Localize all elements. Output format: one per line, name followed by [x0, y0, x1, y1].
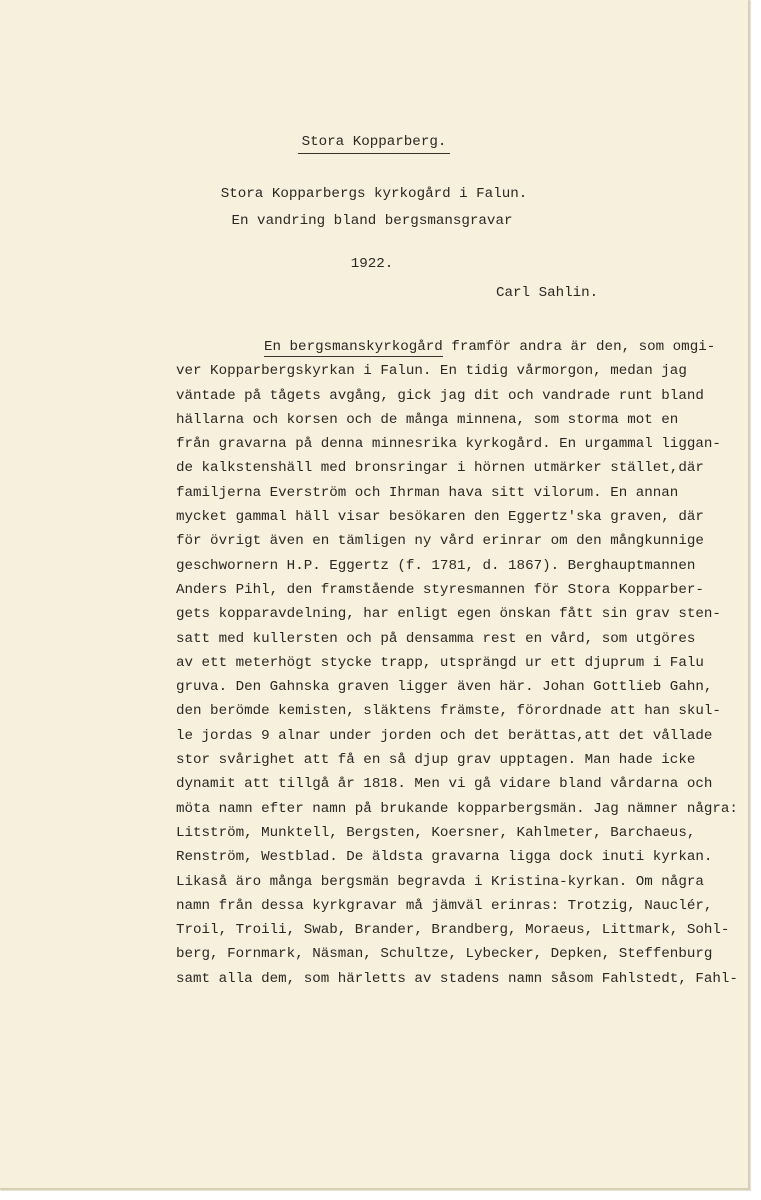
text-line: Anders Pihl, den framstående styresmannen för Stora Kopparber- — [176, 581, 704, 598]
year-line: 1922. — [350, 256, 394, 272]
text-line: för övrigt även en tämligen ny vård erinrar om den mångkunnige — [176, 533, 704, 550]
text-line: Litström, Munktell, Bergsten, Koersner, Kahlmeter, Barchaeus, — [176, 824, 696, 841]
text-line: den berömde kemisten, släktens främste, förordnade att han skul- — [176, 703, 721, 720]
text-line: namn från dessa kyrkgravar må jämväl erinras: Trotzig, Nauclér, — [176, 897, 713, 914]
text-line: familjerna Everström och Ihrman hava sitt vilorum. En annan — [176, 484, 679, 501]
text-line: geschwornern H.P. Eggertz (f. 1781, d. 1867). Berghauptmannen — [176, 557, 696, 574]
text-line: mycket gammal häll visar besökaren den Eggertz'ska graven, där — [176, 509, 704, 526]
text-line: av ett meterhögt stycke trapp, utsprängd ur ett djuprum i Falu — [176, 654, 704, 671]
text-line: Renström, Westblad. De äldsta gravarna ligga dock inuti kyrkan. — [176, 849, 713, 866]
heading-text: Stora Kopparberg. — [298, 134, 451, 154]
text-line: berg, Fornmark, Näsman, Schultze, Lybecker, Depken, Steffenburg — [176, 946, 713, 963]
text-line: väntade på tågets avgång, gick jag dit och vandrade runt bland — [176, 387, 704, 404]
first-line — [264, 335, 716, 359]
body-text — [176, 335, 738, 991]
text-line: samt alla dem, som härletts av stadens namn såsom Fahlstedt, Fahl- — [176, 970, 738, 987]
text-line: de kalkstenshäll med bronsringar i hörnen utmärker stället,där — [176, 460, 704, 477]
text-line: från gravarna på denna minnesrika kyrkogård. En urgammal liggan- — [176, 436, 721, 453]
subtitle-line-2: En vandring bland bergsmansgravar — [231, 213, 513, 229]
text-line: möta namn efter namn på brukande kopparbergsmän. Jag nämner några: — [176, 800, 738, 817]
page-heading — [0, 132, 748, 150]
text-line: Likaså äro många bergsmän begravda i Kristina-kyrkan. Om några — [176, 873, 704, 890]
text-line: hällarna och korsen och de många minnena, som storma mot en — [176, 411, 679, 428]
underlined-phrase: En bergsmanskyrkogård — [264, 339, 443, 355]
text-line: stor svårighet att få en så djup grav upptagen. Man hade icke — [176, 752, 696, 769]
first-line-rest: framför andra är den, som omgi- — [442, 339, 716, 355]
text-line: gruva. Den Gahnska graven ligger även här. Johan Gottlieb Gahn, — [176, 679, 713, 696]
text-line: satt med kullersten och på densamma rest en vård, som utgöres — [176, 630, 696, 647]
subtitle-line-1: Stora Kopparbergs kyrkogård i Falun. — [220, 186, 528, 202]
text-line: le jordas 9 alnar under jorden och det berättas,att det vållade — [176, 727, 713, 744]
text-line: dynamit att tillgå år 1818. Men vi gå vidare bland vårdarna och — [176, 776, 713, 793]
author-line: Carl Sahlin. — [496, 285, 599, 301]
text-line: gets kopparavdelning, har enligt egen önskan fått sin grav sten- — [176, 606, 721, 623]
text-line: ver Kopparbergskyrkan i Falun. En tidig vårmorgon, medan jag — [176, 363, 687, 380]
text-line: Troil, Troili, Swab, Brander, Brandberg, Moraeus, Littmark, Sohl- — [176, 922, 730, 939]
